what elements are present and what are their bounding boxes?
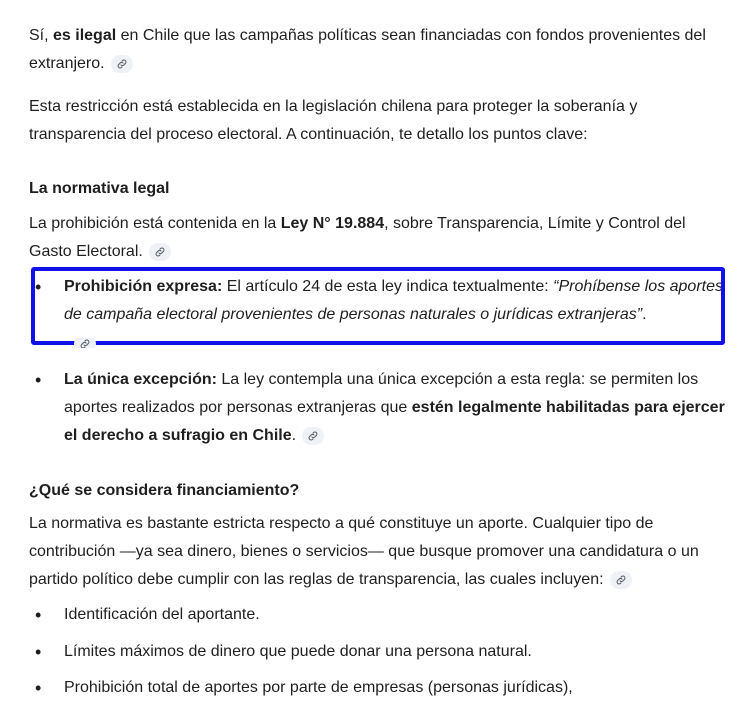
list-item-text-part: La ley contempla una única excepción a esta regla: se permiten los aportes realizados por personas extranjeras que [64, 371, 699, 416]
list-item-bold: Prohibición expresa: [64, 278, 223, 295]
list-item-text: Prohibición total de aportes por parte de empresas (personas jurídicas), [64, 679, 573, 696]
list-item [29, 638, 729, 666]
law-text: La prohibición está contenida en la [29, 215, 281, 232]
list-item-text [64, 366, 729, 450]
bullet-dot: • [35, 370, 42, 390]
link-icon [307, 430, 319, 442]
answer-paragraph [29, 22, 729, 78]
source-link-chip[interactable] [111, 55, 133, 73]
section-heading-financiamiento: ¿Qué se considera financiamiento? [29, 482, 300, 499]
list-item-bold: La única excepción: [64, 371, 217, 388]
bullet-dot: • [35, 642, 42, 662]
answer-bold: es ilegal [53, 27, 117, 44]
law-paragraph [29, 210, 729, 266]
list-item-text-part: . [291, 427, 297, 444]
link-icon [79, 338, 91, 348]
list-item-text: Identificación del aportante. [64, 606, 260, 623]
link-icon [615, 574, 627, 586]
source-link-chip[interactable] [610, 571, 632, 589]
bullet-dot: • [35, 277, 42, 297]
law-name: Ley N° 19.884 [280, 215, 385, 232]
list-item [29, 674, 729, 702]
financing-paragraph [29, 510, 729, 594]
link-icon [116, 58, 128, 70]
link-icon [154, 246, 166, 258]
clipped-link-chip [74, 338, 96, 348]
section-heading-normativa: La normativa legal [29, 180, 170, 197]
source-link-chip[interactable] [149, 243, 171, 261]
list-item-text-part: El artículo 24 de esta ley indica textualmente: [222, 278, 554, 295]
context-paragraph: Esta restricción está establecida en la legislación chilena para proteger la soberanía y transparencia del proceso electoral. A continuación, te detallo los puntos clave: [29, 98, 638, 143]
law-text: , sobre Transparencia, Límite y Control del Gasto Electoral. [29, 215, 686, 260]
list-item-text: Límites máximos de dinero que puede donar una persona natural. [64, 643, 532, 660]
list-item-excepcion [29, 366, 729, 450]
list-item [29, 601, 729, 629]
list-item-bold: estén legalmente habilitadas para ejercer el derecho a sufragio en Chile [64, 399, 725, 444]
bullet-dot: • [35, 678, 42, 698]
list-item-text-part: . [642, 306, 647, 323]
bullet-dot: • [35, 605, 42, 625]
law-quote: “Prohíbense los aportes de campaña electoral provenientes de personas naturales o jurídicas extranjeras” [64, 278, 723, 323]
source-link-chip[interactable] [302, 427, 324, 445]
financing-text: La normativa es bastante estricta respecto a qué constituye un aporte. Cualquier tipo de contribución —ya sea dinero, bienes o servicios— que busque promover una candidatura o un partido político debe cumplir con las reglas de transparencia, las cuales incluyen: [29, 515, 699, 588]
highlight-box [31, 267, 725, 345]
answer-text: Sí, [29, 27, 54, 44]
source-link-chip[interactable] [74, 338, 96, 348]
answer-text: en Chile que las campañas políticas sean financiadas con fondos provenientes del extranjero. [29, 27, 706, 72]
